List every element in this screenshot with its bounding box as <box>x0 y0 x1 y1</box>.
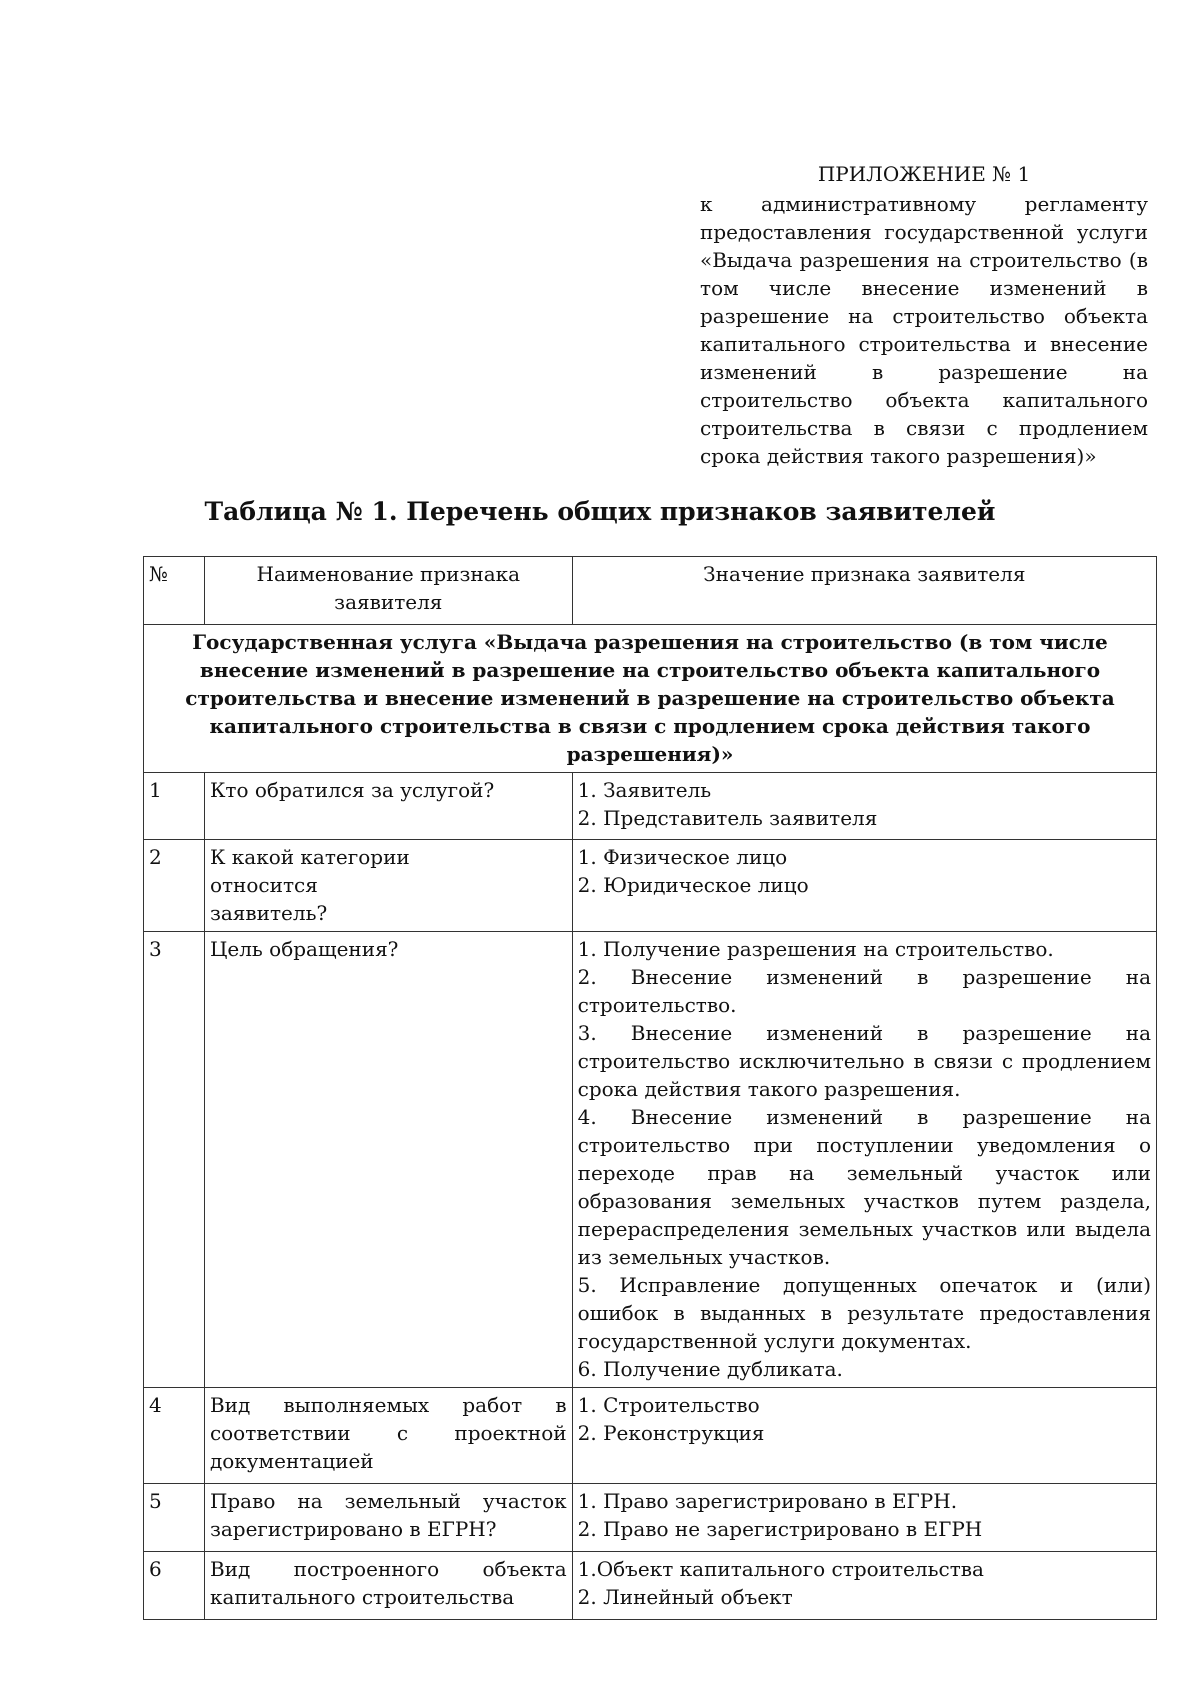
row-feature-values <box>572 840 1156 932</box>
value-item: 1.Объект капитального строительства <box>577 1557 984 1581</box>
table-header-row <box>144 557 1157 625</box>
value-item: 2. Юридическое лицо <box>577 873 809 897</box>
appendix-text: к административному регламенту предоставления государственной услуги «Выдача разрешения на строительство (в том числе внесение изменений в разрешение на строительство объекта капитального строительства и внесение изменений в разрешение на строительство объекта капитального строительства в связи с продлением срока действия такого разрешения)» <box>700 192 1148 468</box>
value-item: 2. Линейный объект <box>577 1585 793 1609</box>
value-item: 2. Реконструкция <box>577 1421 765 1445</box>
row-feature-name: Цель обращения? <box>204 932 572 1388</box>
value-item: 3. Внесение изменений в разрешение на строительство исключительно в связи с продлением срока действия такого разрешения. <box>577 1021 1151 1101</box>
feature-name-text: К какой категории относится заявитель? <box>209 845 410 925</box>
row-num: 5 <box>144 1484 205 1552</box>
value-item: 1. Право зарегистрировано в ЕГРН. <box>577 1489 958 1513</box>
value-item: 5. Исправление допущенных опечаток и (или) ошибок в выданных в результате предоставления государственной услуги документах. <box>577 1273 1151 1353</box>
row-num: 1 <box>144 773 205 840</box>
value-item: 6. Получение дубликата. <box>577 1357 843 1381</box>
table-row <box>144 1484 1157 1552</box>
value-item: 1. Физическое лицо <box>577 845 788 869</box>
row-feature-name <box>204 840 572 932</box>
appendix-title: ПРИЛОЖЕНИЕ № 1 <box>817 162 1031 186</box>
row-num: 3 <box>144 932 205 1388</box>
value-item: 1. Получение разрешения на строительство. <box>577 937 1054 961</box>
table-title: Таблица № 1. Перечень общих признаков заявителей <box>204 497 996 526</box>
row-feature-name: Вид выполняемых работ в соответствии с проектной документацией <box>204 1388 572 1484</box>
applicant-features-table <box>143 556 1157 1620</box>
row-feature-name: Кто обратился за услугой? <box>204 773 572 840</box>
value-item: 1. Строительство <box>577 1393 760 1417</box>
service-heading-row <box>144 625 1157 773</box>
row-feature-values <box>572 773 1156 840</box>
table-row <box>144 1552 1157 1620</box>
table-row <box>144 1388 1157 1484</box>
header-num: № <box>144 557 205 625</box>
table-row <box>144 773 1157 840</box>
value-item: 2. Внесение изменений в разрешение на строительство. <box>577 965 1151 1017</box>
value-item: 2. Право не зарегистрировано в ЕГРН <box>577 1517 983 1541</box>
value-item: 4. Внесение изменений в разрешение на строительство при поступлении уведомления о переходе прав на земельный участок или образования земельных участков путем раздела, перераспределения земельных участков или выдела из земельных участков. <box>577 1105 1151 1269</box>
row-num: 2 <box>144 840 205 932</box>
appendix-block <box>700 160 1148 470</box>
row-feature-values <box>572 1388 1156 1484</box>
row-feature-values <box>572 1484 1156 1552</box>
value-item: 2. Представитель заявителя <box>577 806 878 830</box>
row-feature-name: Вид построенного объекта капитального строительства <box>204 1552 572 1620</box>
row-num: 6 <box>144 1552 205 1620</box>
row-feature-values <box>572 932 1156 1388</box>
header-value: Значение признака заявителя <box>572 557 1156 625</box>
row-feature-name: Право на земельный участок зарегистрировано в ЕГРН? <box>204 1484 572 1552</box>
row-feature-values <box>572 1552 1156 1620</box>
service-heading: Государственная услуга «Выдача разрешения на строительство (в том числе внесение изменений в разрешение на строительство объекта капитального строительства и внесение изменений в разрешение на строительство объекта капитального строительства в связи с продлением срока действия такого разрешения)» <box>144 625 1157 773</box>
row-num: 4 <box>144 1388 205 1484</box>
table-row <box>144 840 1157 932</box>
value-item: 1. Заявитель <box>577 778 712 802</box>
header-name: Наименование признака заявителя <box>204 557 572 625</box>
table-row <box>144 932 1157 1388</box>
